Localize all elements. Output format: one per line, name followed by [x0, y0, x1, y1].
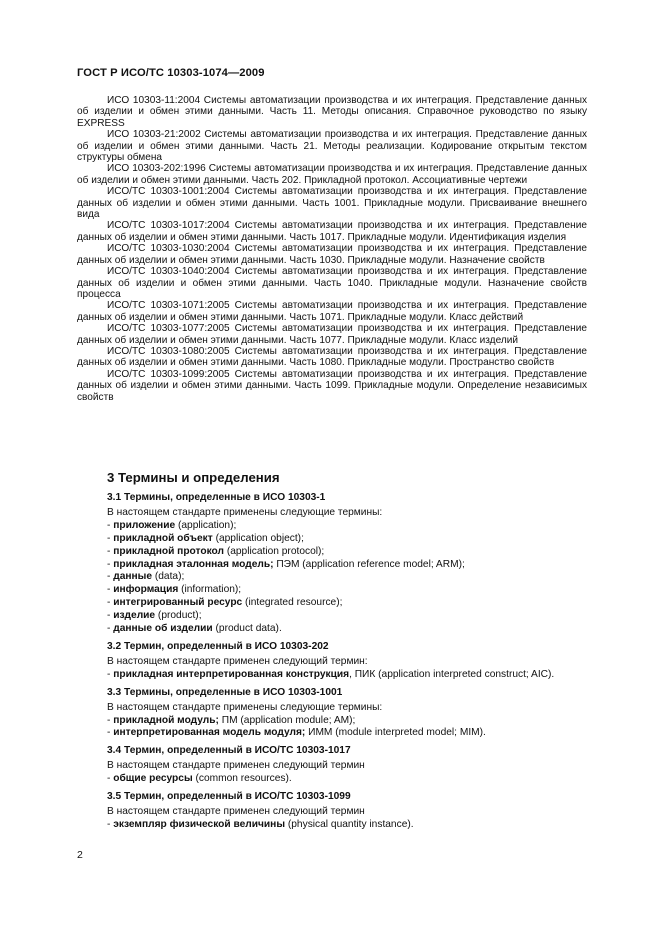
term-item: - прикладной модуль; ПМ (application module; AM); — [107, 714, 356, 726]
subsection-intro: В настоящем стандарте применен следующий термин: — [107, 655, 368, 667]
term-item: - данные об изделии (product data). — [107, 623, 282, 635]
term-translation: ПМ (application module; AM); — [218, 714, 356, 726]
term-translation: (data); — [152, 571, 185, 583]
term-name: изделие — [113, 610, 156, 622]
reference-item: ИСО/ТС 10303-1001:2004 Системы автоматизации производства и их интеграция. Представление данных об изделии и обмен этими данными. Часть 1001. Прикладные модули. Присваивание внешнего вида — [77, 186, 587, 221]
term-translation: (physical quantity instance). — [285, 818, 414, 830]
term-translation: ПЭМ (application reference model; ARM); — [273, 558, 465, 570]
term-name: данные — [113, 571, 153, 583]
term-translation: ИММ (module interpreted model; MIM). — [305, 727, 486, 739]
term-name: прикладной модуль; — [113, 714, 219, 726]
term-translation: (product data). — [212, 623, 282, 635]
subsection-intro: В настоящем стандарте применен следующий термин — [107, 760, 365, 772]
term-item: - прикладная эталонная модель; ПЭМ (application reference model; ARM); — [107, 558, 465, 570]
term-item: - данные (data); — [107, 571, 185, 583]
term-translation: (application protocol); — [224, 545, 325, 557]
term-name: интегрированный ресурс — [113, 597, 243, 609]
term-item: - прикладной протокол (application protocol); — [107, 545, 325, 557]
page-number: 2 — [77, 849, 83, 861]
subsection-intro: В настоящем стандарте применены следующие термины: — [107, 506, 383, 518]
reference-item: ИСО/ТС 10303-1030:2004 Системы автоматизации производства и их интеграция. Представление данных об изделии и обмен этими данными. Часть 1030. Прикладные модули. Назначение свойств — [77, 243, 587, 266]
subsection-heading: 3.1 Термины, определенные в ИСО 10303-1 — [107, 492, 326, 503]
subsection-heading: 3.2 Термин, определенный в ИСО 10303-202 — [107, 640, 329, 652]
term-name: данные об изделии — [113, 623, 213, 635]
subsection-intro: В настоящем стандарте применены следующие термины: — [107, 701, 383, 713]
term-name: прикладной объект — [113, 532, 213, 544]
term-item: - приложение (application); — [107, 519, 237, 531]
reference-item: ИСО/ТС 10303-1080:2005 Системы автоматизации производства и их интеграция. Представление данных об изделии и обмен этими данными. Часть 1080. Прикладные модули. Пространство свойств — [77, 345, 587, 369]
term-translation: (integrated resource); — [242, 597, 343, 609]
reference-item: ИСО 10303-11:2004 Системы автоматизации производства и их интеграция. Представление данных об изделии и обмен этими данными. Часть 11. Методы описания. Справочное руководство по языку EXPRESS — [77, 95, 587, 129]
reference-item: ИСО/ТС 10303-1099:2005 Системы автоматизации производства и их интеграция. Представление данных об изделии и обмен этими данными. Часть 1099. Прикладные модули. Определение независимых свойств — [77, 368, 587, 403]
term-item: - интегрированный ресурс (integrated resource); — [107, 597, 343, 609]
term-item: - изделие (product); — [107, 610, 202, 622]
term-item: - интерпретированная модель модуля; ИММ (module interpreted model; MIM). — [107, 727, 486, 739]
term-item: - экземпляр физической величины (physical quantity instance). — [107, 818, 414, 830]
term-translation: , ПИК (application interpreted construct; AIC). — [349, 668, 555, 680]
term-name: экземпляр физической величины — [113, 818, 286, 830]
terms-section — [107, 492, 587, 832]
term-name: приложение — [113, 519, 176, 531]
reference-item: ИСО/ТС 10303-1017:2004 Системы автоматизации производства и их интеграция. Представление данных об изделии и обмен этими данными. Часть 1017. Прикладные модули. Идентификация изделия — [77, 220, 587, 243]
term-name: прикладная интерпретированная конструкция — [113, 668, 350, 680]
term-translation: (product); — [155, 610, 202, 622]
term-name: прикладной протокол — [113, 545, 224, 557]
term-translation: (information); — [178, 584, 242, 596]
term-translation: (application object); — [212, 532, 304, 544]
subsection-intro: В настоящем стандарте применен следующий термин — [107, 805, 365, 817]
subsection-heading: 3.4 Термин, определенный в ИСО/ТС 10303-1017 — [107, 745, 351, 757]
reference-item: ИСО 10303-202:1996 Системы автоматизации производства и их интеграция. Представление данных об изделии и обмен этими данными. Часть 202. Прикладной протокол. Ассоциативные чертежи — [77, 163, 587, 186]
term-item: - прикладная интерпретированная конструкция, ПИК (application interpreted construct; AIC). — [107, 668, 555, 680]
subsection-heading: 3.5 Термин, определенный в ИСО/ТС 10303-1099 — [107, 791, 351, 803]
term-name: прикладная эталонная модель; — [113, 558, 274, 570]
reference-item: ИСО/ТС 10303-1040:2004 Системы автоматизации производства и их интеграция. Представление данных об изделии и обмен этими данными. Часть 1040. Прикладные модули. Назначение свойств процесса — [77, 266, 587, 300]
document-header: ГОСТ Р ИСО/ТС 10303-1074—2009 — [77, 67, 265, 79]
reference-item: ИСО 10303-21:2002 Системы автоматизации производства и их интеграция. Представление данных об изделии и обмен этими данными. Часть 21. Методы реализации. Кодирование открытым текстом структуры обмена — [77, 129, 587, 164]
term-name: общие ресурсы — [113, 773, 193, 785]
subsection-heading: 3.3 Термины, определенные в ИСО 10303-1001 — [107, 686, 343, 698]
normative-references — [77, 95, 587, 403]
reference-item: ИСО/ТС 10303-1071:2005 Системы автоматизации производства и их интеграция. Представление данных об изделии и обмен этими данными. Часть 1071. Прикладные модули. Класс действий — [77, 300, 587, 323]
section-heading: 3 Термины и определения — [107, 470, 280, 485]
term-item: - общие ресурсы (common resources). — [107, 773, 292, 785]
term-translation: (application); — [175, 519, 237, 531]
reference-item: ИСО/ТС 10303-1077:2005 Системы автоматизации производства и их интеграция. Представление данных об изделии и обмен этими данными. Часть 1077. Прикладные модули. Класс изделий — [77, 323, 587, 346]
term-item: - прикладной объект (application object); — [107, 532, 304, 544]
term-name: интерпретированная модель модуля; — [113, 727, 306, 739]
term-translation: (common resources). — [192, 773, 292, 785]
term-item: - информация (information); — [107, 584, 242, 596]
term-name: информация — [113, 584, 179, 596]
